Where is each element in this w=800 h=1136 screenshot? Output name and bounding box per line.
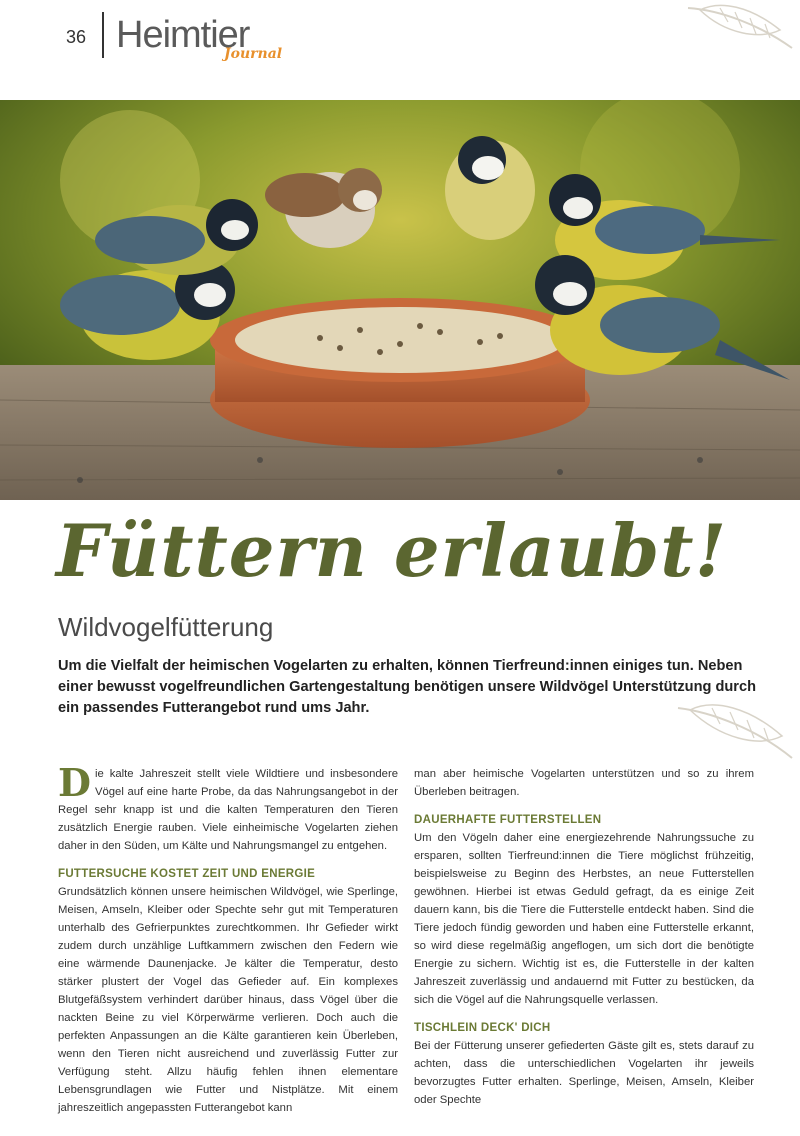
- article-column-1: [58, 760, 398, 1123]
- feather-icon: [680, 0, 800, 60]
- logo-main-text: Heimtier: [116, 14, 250, 56]
- section-heading: FUTTERSUCHE KOSTET ZEIT UND ENERGIE: [58, 868, 316, 880]
- article-lead: Um die Vielfalt der heimischen Vogelarten zu erhalten, können Tierfreund:innen einiges tun. Neben einer bewusst vogelfreundlichen Gartengestaltung benötigen unsere Wildvögel Unterstützung durch ein passendes Futterangebot rund ums Jahr.: [58, 658, 757, 716]
- page-number: 36: [66, 27, 87, 47]
- magazine-logo: [116, 14, 283, 62]
- intro-text: ie kalte Jahreszeit stellt viele Wildtiere und insbesondere Vögel auf eine harte Probe, da das Nahrungsangebot in der Regel sehr knapp ist und die kalten Temperaturen den Tieren zusätzlich Energie rauben. Viele einheimische Vogelarten ziehen daher in den Süden, um Kälte und Nahrungsmangel zu entgehen.: [58, 768, 398, 852]
- drop-cap: D: [58, 760, 91, 805]
- body-paragraph: Um den Vögeln daher eine energiezehrende Nahrungssuche zu ersparen, sollten Tierfreund:innen die Tiere möglichst frühzeitig, beispielsweise zu Beginn des Herbstes, an neue Futterstellen gewöhnen. Hierbei ist etwas Geduld gefragt, da es einige Zeit dauern kann, bis die Tiere die Futterstelle entdeckt haben. Sind die Tiere jedoch fündig geworden und haben eine Futterstelle erkannt, so wird diese regelmäßig angeflogen, um sich dort die benötigte Energie zu sichern. Wichtig ist es, die Futterstelle in der kalten Jahreszeit zuverlässig und andauernd mit Futter zu bestücken, da sich die Vögel auf die Nahrungsquelle verlassen.: [414, 832, 754, 1006]
- section-heading: DAUERHAFTE FUTTERSTELLEN: [414, 814, 602, 826]
- page-header: [0, 0, 800, 100]
- section-heading: TISCHLEIN DECK' DICH: [414, 1022, 551, 1034]
- feather-icon: [672, 698, 800, 768]
- intro-paragraph: [58, 760, 398, 855]
- hero-photo-birds-feeding: [0, 100, 800, 500]
- header-divider: [102, 12, 104, 58]
- body-paragraph: Grundsätzlich können unsere heimischen Wildvögel, wie Sperlinge, Meisen, Amseln, Kleiber oder Spechte sehr gut mit Temperaturen unterhalb des Gefrierpunktes zurechtkommen. Ihr Gefieder wirkt zudem durch unzählige Luftkammern zwischen den Federn wie eine wärmende Daunenjacke. Je kälter die Temperatur, desto stärker plustert der Vogel das Gefieder auf. Ein komplexes Blutgefäßsystem verhindert darüber hinaus, dass Vögel über die nackten Beine zu viel Körperwärme verlieren. Doch auch die perfekten Anpassungen an die Kälte garantieren kein Überleben, wenn den Tieren nicht ausreichend und zuverlässig Futter zur Verfügung steht. Allzu häufig fehlen ihnen elementare Lebensgrundlagen wie Futter und Nistplätze. Mit einem jahreszeitlich angepassten Futterangebot kann: [58, 886, 398, 1114]
- body-paragraph: Bei der Fütterung unserer gefiederten Gäste gilt es, stets darauf zu achten, dass die unterschiedlichen Vogelarten ihr jeweils bevorzugtes Futter erhalten. Sperlinge, Meisen, Amseln, Kleiber oder Spechte: [414, 1040, 754, 1106]
- article-subtitle: Wildvogelfütterung: [58, 612, 274, 642]
- article-title: Füttern erlaubt!: [56, 508, 728, 593]
- article-column-2: [414, 765, 754, 1115]
- logo-sub-text: Journal: [224, 46, 283, 62]
- body-paragraph: man aber heimische Vogelarten unterstützen und so zu ihrem Überleben beitragen.: [414, 768, 754, 798]
